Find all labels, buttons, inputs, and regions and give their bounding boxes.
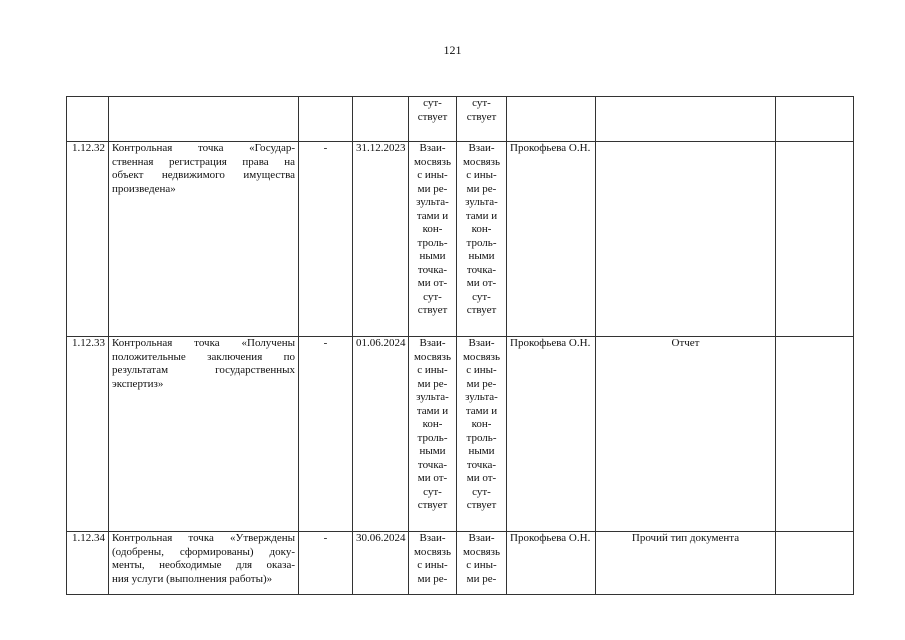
text-line: экспертиз»: [112, 377, 164, 390]
cell-relation-1: [409, 532, 457, 595]
cell-document: Отчет: [596, 337, 776, 532]
text-line: ми от-: [466, 472, 497, 484]
text-line: менты, необходимые для оказа-: [112, 559, 295, 571]
text-line: ными: [468, 445, 495, 457]
text-line: ния услуги (выполнения работы)»: [112, 572, 273, 585]
cell-name: [109, 142, 299, 337]
text-line: ми ре-: [417, 572, 448, 585]
cell-date: 01.06.2024: [353, 337, 409, 532]
text-line: кон-: [422, 223, 443, 235]
text-line: мосвязь: [462, 350, 501, 363]
text-line: мосвязь: [413, 155, 452, 168]
text-line: тами и: [416, 404, 449, 417]
text-line: сут-: [423, 290, 442, 303]
cell-name: [109, 337, 299, 532]
cell-responsible: Прокофьева О.Н.: [507, 532, 596, 595]
text-line: сут-: [472, 290, 491, 303]
cell-extra: [776, 97, 854, 142]
text-line: троль-: [417, 236, 448, 249]
text-line: с ины-: [417, 559, 448, 571]
text-line: троль-: [466, 236, 497, 249]
cell-extra: [776, 142, 854, 337]
cell-dash: -: [299, 532, 353, 595]
cell-document: [596, 97, 776, 142]
text-line: сут-: [423, 97, 442, 109]
cell-responsible: [507, 97, 596, 142]
text-line: точка-: [417, 263, 448, 276]
cell-extra: [776, 532, 854, 595]
text-line: ми ре-: [466, 572, 497, 585]
text-line: с ины-: [466, 169, 497, 181]
cell-relation-2: [457, 337, 507, 532]
text-line: тами и: [465, 404, 498, 417]
control-points-table: [66, 96, 854, 595]
text-line: результатам государственных: [112, 364, 295, 376]
text-line: с ины-: [466, 364, 497, 376]
cell-relation-2: [457, 532, 507, 595]
text-line: ми от-: [417, 472, 448, 484]
text-line: мосвязь: [413, 545, 452, 558]
page-number: 121: [443, 43, 462, 57]
text-line: ми от-: [417, 277, 448, 289]
cell-relation-1: [409, 337, 457, 532]
cell-relation-2: [457, 142, 507, 337]
table-row: [67, 532, 854, 595]
text-line: ствует: [466, 304, 497, 316]
cell-dash: -: [299, 142, 353, 337]
text-line: мосвязь: [462, 545, 501, 558]
text-line: ствует: [417, 110, 448, 123]
table-row: [67, 337, 854, 532]
cell-relation-1: [409, 142, 457, 337]
text-line: положительные заключения по: [112, 350, 295, 363]
text-line: точка-: [417, 458, 448, 471]
text-line: кон-: [422, 418, 443, 430]
text-line: мосвязь: [413, 350, 452, 363]
cell-document: Прочий тип документа: [596, 532, 776, 595]
text-line: Контрольная точка «Утверждены: [112, 532, 295, 544]
cell-num: 1.12.32: [67, 142, 109, 337]
text-line: ственная регистрация права на: [112, 155, 295, 168]
cell-name: [109, 532, 299, 595]
cell-document: [596, 142, 776, 337]
text-line: ными: [419, 250, 446, 262]
text-line: Взаи-: [468, 142, 495, 154]
text-line: Контрольная точка «Получены: [112, 337, 295, 349]
text-line: ми ре-: [417, 182, 448, 195]
cell-date: 31.12.2023: [353, 142, 409, 337]
cell-relation-1: [409, 97, 457, 142]
text-line: Взаи-: [468, 532, 495, 544]
text-line: ми от-: [466, 277, 497, 289]
text-line: точка-: [466, 458, 497, 471]
text-line: с ины-: [417, 364, 448, 376]
text-line: тами и: [465, 209, 498, 222]
text-line: ными: [419, 445, 446, 457]
cell-responsible: Прокофьева О.Н.: [507, 142, 596, 337]
cell-name: [109, 97, 299, 142]
cell-date: [353, 97, 409, 142]
text-line: зульта-: [416, 391, 449, 403]
text-line: с ины-: [417, 169, 448, 181]
text-line: сут-: [472, 485, 491, 498]
text-line: сут-: [423, 485, 442, 498]
cell-num: 1.12.33: [67, 337, 109, 532]
text-line: тами и: [416, 209, 449, 222]
text-line: мосвязь: [462, 155, 501, 168]
text-line: ными: [468, 250, 495, 262]
cell-date: 30.06.2024: [353, 532, 409, 595]
text-line: точка-: [466, 263, 497, 276]
text-line: сут-: [472, 97, 491, 109]
text-line: (одобрены, сформированы) доку-: [112, 545, 295, 558]
text-line: троль-: [466, 431, 497, 444]
table-row-continuation: [67, 97, 854, 142]
text-line: произведена»: [112, 182, 176, 195]
cell-responsible: Прокофьева О.Н.: [507, 337, 596, 532]
cell-num: 1.12.34: [67, 532, 109, 595]
text-line: зульта-: [465, 391, 498, 403]
text-line: с ины-: [466, 559, 497, 571]
cell-num: [67, 97, 109, 142]
cell-dash: [299, 97, 353, 142]
text-line: зульта-: [416, 196, 449, 208]
text-line: ствует: [417, 499, 448, 511]
text-line: ми ре-: [466, 377, 497, 390]
text-line: Взаи-: [419, 142, 446, 154]
text-line: Взаи-: [419, 337, 446, 349]
text-line: Взаи-: [419, 532, 446, 544]
cell-dash: -: [299, 337, 353, 532]
text-line: Взаи-: [468, 337, 495, 349]
text-line: ствует: [417, 304, 448, 316]
text-line: ствует: [466, 110, 497, 123]
cell-extra: [776, 337, 854, 532]
text-line: Контрольная точка «Государ-: [112, 142, 295, 154]
text-line: ми ре-: [466, 182, 497, 195]
text-line: кон-: [471, 418, 492, 430]
text-line: троль-: [417, 431, 448, 444]
text-line: ми ре-: [417, 377, 448, 390]
text-line: зульта-: [465, 196, 498, 208]
text-line: объект недвижимого имущества: [112, 169, 295, 181]
table-row: [67, 142, 854, 337]
text-line: ствует: [466, 499, 497, 511]
text-line: кон-: [471, 223, 492, 235]
cell-relation-2: [457, 97, 507, 142]
